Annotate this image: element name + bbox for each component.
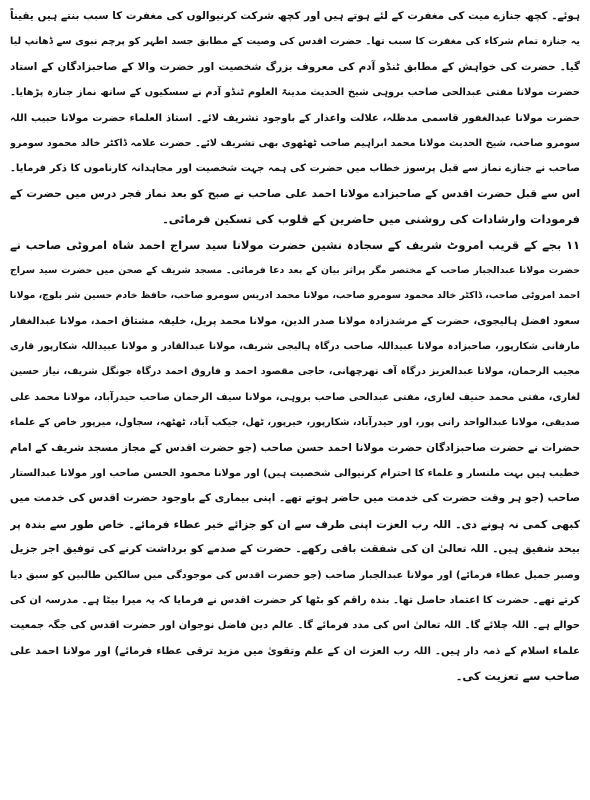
text-line-16: لغاری، مفتی محمد حنیف لغاری، مفتی عبدالحی صاحب بروہی، مولانا سیف الرحمان صاحب حیدرآباد، مولانا محمد علی (10, 391, 580, 403)
text-line-17: صدیقی، مولانا عبدالواحد رانی پور، اور حیدرآباد، شکارپور، خیرپور، ٹھل، جیکب آباد، ٹھٹھہ، سجاول، میرپور خاص کے علماء (10, 417, 580, 429)
text-line-4: حضرت مولانا مفتی عبدالحی صاحب بروہی شیخ الحدیث مدینۃ العلوم ٹنڈو آدم نے سسکیوں کے ساتھ نماز جنازہ پڑھایا۔ (10, 87, 580, 99)
text-line-3: گیا۔ حضرت کی خواہش کے مطابق ٹنڈو آدم کی معروف بزرگ شخصیت اور حضرت والا کے صاحبزادگان کے استاد (10, 60, 580, 73)
text-line-19: خطیب ہیں بہت ملنسار و علماء کا احترام کرنیوالی شخصیت ہیں) اور مولانا محمود الحسن صاحب اور مولانا عبدالستار (10, 468, 580, 480)
text-line-5: حضرت مولانا عبدالغفور قاسمی مدظلہ، علالت واعذار کے باوجود تشریف لائے۔ استاذ العلماء حضرت مولانا حبیب اللہ (10, 112, 580, 124)
text-line-1: ہوئے۔ کچھ جنازے میت کی مغفرت کے لئے ہوتے ہیں اور کچھ شرکت کرنیوالوں کی مغفرت کا سبب بنتے ہیں یقیناً (10, 10, 580, 22)
text-line-22: بیحد شفیق ہیں۔ اللہ تعالیٰ ان کی شفقت باقی رکھے۔ حضرت کے صدمے کو برداشت کرنے کی توفیق اجر جزیل (10, 543, 580, 556)
text-line-23: وصبر جمیل عطاء فرمائے) اور مولانا عبدالجبار صاحب (جو حضرت اقدس کی موجودگی میں سالکین طالبین کو سبق دیا (10, 569, 580, 581)
text-line-25: حوالے ہے۔ اللہ چلائے گا۔ اللہ تعالیٰ اس کی مدد فرمائے گا۔ عالم دین فاضل نوجوان اور حضرت اقدس کی جگہ جمعیت (10, 620, 580, 632)
text-line-10: ۱۱ بجے کے قریب امروٹ شریف کے سجادہ نشین حضرت مولانا سید سراج احمد شاہ امروٹی صاحب نے (10, 237, 580, 252)
text-line-27: صاحب سے تعزیت کی۔ (455, 669, 580, 684)
text-line-15: مجیب الرحمان، مولانا عبدالعزیز درگاہ آف تھرچھانی، حاجی مقصود احمد و فاروق احمد درگاہ جونگل شریف، نیاز حسین (10, 366, 580, 378)
text-line-24: کرتے تھے۔ حضرت کا اعتماد حاصل تھا۔ بندہ راقم کو بٹھا کر حضرت اقدس نے فرمایا کہ یہ میرا بیٹا ہے۔ مدرسہ ان کی (10, 594, 580, 606)
text-line-8: اس سے قبل حضرت اقدس کے صاحبزادے مولانا احمد علی صاحب نے صبح کو بعد نماز فجر درس میں حضرت کے (10, 187, 580, 200)
text-line-18: حضرات نے حضرت صاحبزادگان حضرت مولانا احمد حسن صاحب (جو حضرت اقدس کے مجاز مسجد شریف کے امام (10, 441, 580, 454)
text-line-21: کبھی کمی نہ ہونے دی۔ اللہ رب العزت اپنی طرف سے ان کو جزائے خیر عطاء فرمائے۔ خاص طور سے بندہ پر (10, 517, 580, 531)
text-line-26: علماء اسلام کے ذمہ دار ہیں۔ اللہ رب العزت ان کے علم وتقویٰ میں مزید ترقی عطاء فرمائے) اور مولانا احمد علی (10, 645, 580, 657)
text-line-2: یہ جنازہ تمام شرکاء کی مغفرت کا سبب تھا۔ حضرت اقدس کی وصیت کے مطابق جسد اطہر کو پرچم نبوی سے ڈھانپ لیا (10, 36, 580, 48)
text-line-6: سومرو صاحب، شیخ الحدیث مولانا محمد ابراہیم صاحب ٹھٹھوی بھی تشریف لائے۔ حضرت علامہ ڈاکٹر خالد محمود سومرو (10, 137, 580, 149)
text-line-12: احمد امروٹی صاحب، ڈاکٹر خالد محمود سومرو صاحب، مولانا محمد ادریس سومرو صاحب، حافظ خادم حسین شر بلوچ، مولانا (10, 290, 580, 302)
text-line-20: صاحب (جو ہر وقت حضرت کی خدمت میں حاضر ہوتے تھے۔ اپنی بیماری کے باوجود حضرت اقدس کی خدمت میں (10, 492, 580, 505)
text-line-14: مارفانی شکارپور، صاحبزادہ مولانا عبیداللہ صاحب درگاہ ہالیجی شریف، مولانا عبدالقادر و مولانا عبیداللہ شکارپور قاری (10, 341, 580, 353)
text-line-7: صاحب نے جنازے نماز سے قبل پرسوز خطاب میں حضرت کی ہمہ جہت شخصیت اور مجاہدانہ کارناموں کا ذکر فرمایا۔ (10, 163, 580, 175)
urdu-article-text (10, 4, 580, 690)
text-line-11: حضرت مولانا عبدالجبار صاحب کے مختصر مگر پراثر بیان کے بعد دعا فرمائی۔ مسجد شریف کے صحن میں حضرت سید سراج (10, 264, 580, 276)
text-line-9: فرمودات وارشادات کی روشنی میں حاضرین کے قلوب کی تسکین فرمائی۔ (162, 212, 580, 227)
text-line-13: سعود افضل ہالیجوی، حضرت کے مرشدزادہ مولانا صدر الدین، مولانا محمد پریل، خلیفہ مشتاق احمد، مولانا عبدالغفار (10, 315, 580, 327)
